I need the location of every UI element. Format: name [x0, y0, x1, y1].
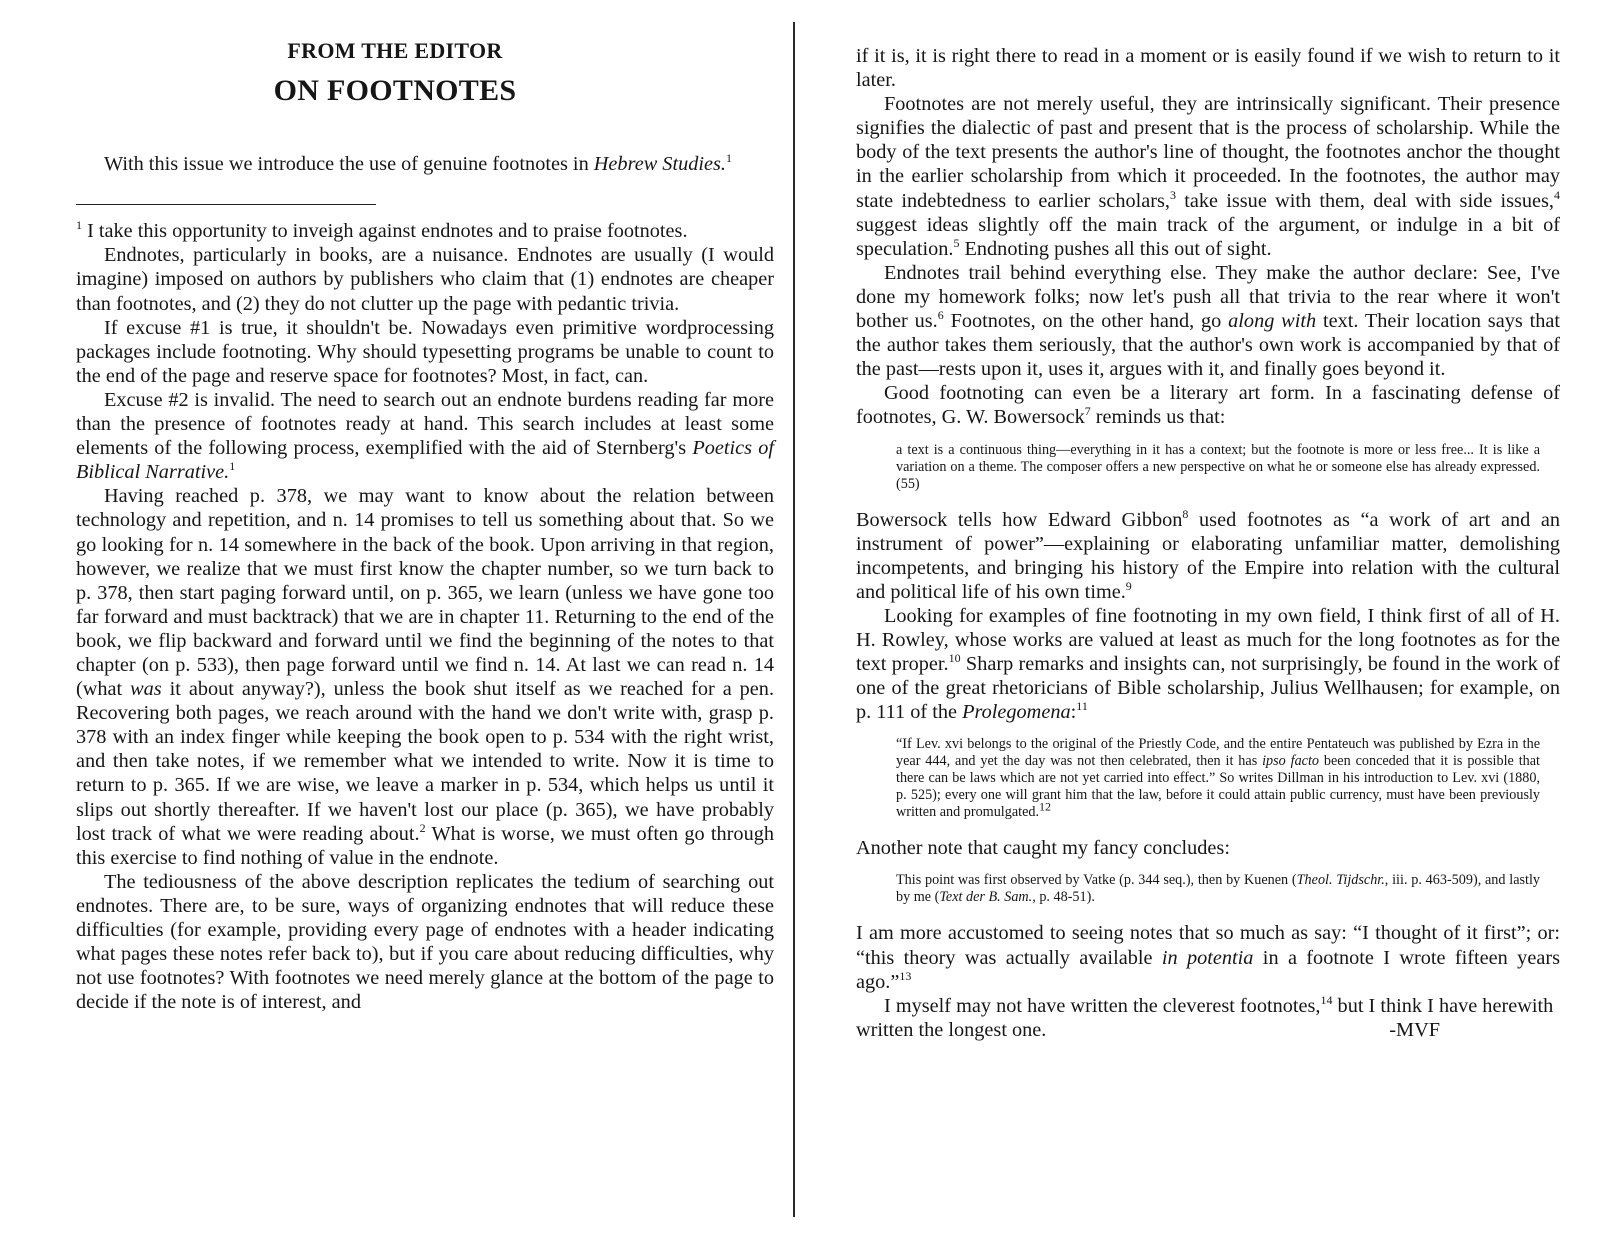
book-title: Text der B. Sam. — [939, 889, 1033, 906]
section-kicker: FROM THE EDITOR — [287, 38, 503, 63]
closing-paragraph: I myself may not have written the cleverest footnotes,$^{14}$ but I think I have herewith written the longest one. -MVF — [856, 992, 1554, 1041]
footnote-paragraph: If excuse #1 is true, it shouldn't be. Nowadays even primitive wordprocessing packages include footnoting. Why should typesetting programs be unable to count to the end of the page and reserve space for footnotes? Most, in fact, can. — [76, 316, 774, 387]
editor-signature: -MVF — [1389, 1018, 1440, 1041]
footnote-paragraph: $^1$ I take this opportunity to inveigh against endnotes and to praise footnotes. — [76, 218, 688, 243]
footnote-paragraph: Having reached p. 378, we may want to know about the relation between technology and repetition, and n. 14 promises to tell us something about that. So we go looking for n. 14 somewhere in the back of the book. Upon arriving in that region, however, we realize that we must first know the chapter number, so we turn back to p. 378, then start paging forward until, on p. 365, we learn (unless we have gone too far forward and must backtrack) that we are in chapter 11. Returning to the end of the book, we flip backward and forward until we find the beginning of the notes to that chapter (on p. 533), then page forward until we find n. 14. At last we can read n. 14 (what was it about anyway?), unless the book shut itself as we reached for a pen. Recovering both pages, we reach around with the hand we don't write with, grasp p. 378 with an index finger while keeping the book open to p. 534 with the right wrist, and then take notes, if we remember what we intended to write. Now it is time to return to p. 365. If we are wise, we leave a marker in p. 534, which helps us until it slips out shortly thereafter. If we haven't lost our place (p. 365), we have probably lost track of what we were reading about.$^2$ What is worse, we must often go through this exercise to find nothing of value in the endnote. — [76, 485, 775, 869]
page-gutter — [793, 22, 795, 1217]
block-quote: This point was first observed by Vatke (p. 344 seq.), then by Kuenen (Theol. Tijdschr., iii. p. 463-509), and lastly by me (Text der B. Sam., p. 48-51). — [896, 872, 1541, 906]
footnote-marker: 1 — [76, 218, 82, 233]
body-paragraph: Good footnoting can even be a literary art form. In a fascinating defense of footnotes, G. W. Bowersock$^7$ reminds us that: — [856, 382, 1560, 429]
journal-title: Hebrew Studies. — [593, 153, 726, 175]
emphasis: along with — [1228, 310, 1317, 333]
footnote-paragraph: The tediousness of the above description replicates the tedium of searching out endnotes. There are, to be sure, ways of organizing endnotes that will reduce these difficulties (for example, providing every page of endnotes with a header indicating what pages these notes refer back to), but if you care about reducing difficulties, why not use footnotes? With footnotes we need merely glance at the bottom of the page to decide if the note is of interest, and — [76, 870, 774, 1014]
book-title: Prolegomena — [962, 701, 1071, 724]
footnote-ref[interactable]: 10 — [948, 651, 961, 666]
emphasis: was — [130, 678, 162, 701]
footnote-ref[interactable]: 13 — [899, 968, 912, 983]
right-page — [856, 0, 1560, 1042]
footnote-ref[interactable]: 14 — [1320, 992, 1333, 1007]
left-page — [76, 0, 774, 1014]
body-paragraph: Another note that caught my fancy concludes: — [856, 837, 1230, 860]
footnote-ref[interactable]: 12 — [1039, 799, 1052, 814]
footnote-divider — [76, 204, 376, 205]
body-paragraph: Footnotes are not merely useful, they are intrinsically significant. Their presence signifies the dialectic of past and present that is the process of scholarship. While the body of the text presents the author's line of thought, the footnotes anchor the thought in the earlier scholarship from which it proceeded. In the footnotes, the author may state indebtedness to earlier scholars,$^3$ take issue with them, deal with side issues,$^4$ suggest ideas slightly off the main track of the argument, or indulge in a bit of speculation.$^5$ Endnoting pushes all this out of sight. — [856, 93, 1560, 260]
body-paragraph: Looking for examples of fine footnoting in my own field, I think first of all of H. H. Rowley, whose works are valued at least as much for the long footnotes as for the text proper.$^{10}$ Sharp remarks and insights can, not surprisingly, be found in the work of one of the great rhetoricians of Bible scholarship, Julius Wellhausen; for example, on p. 111 of the Prolegomena:$^{11}$ — [856, 604, 1560, 724]
footnote-ref[interactable]: 7 — [1084, 404, 1091, 419]
footnote-ref[interactable]: 1 — [229, 459, 236, 474]
footnote-ref[interactable]: 8 — [1182, 506, 1189, 521]
body-paragraph: I am more accustomed to seeing notes that so much as say: “I thought of it first”; or: “this theory was actually available in potentia in a footnote I wrote fifteen years ago.”$^{13}$ — [856, 922, 1560, 993]
footnote-ref[interactable]: 1 — [725, 151, 732, 166]
body-paragraph: Endnotes trail behind everything else. They make the author declare: See, I've done my homework folks; now let's push all that trivia to the rear where it won't bother us.$^6$ Footnotes, on the other hand, go along with text. Their location says that the author takes them seriously, that the author's own work is accompanied by that of the past—rests upon it, uses it, argues with it, and finally goes beyond it. — [856, 261, 1560, 381]
intro-paragraph: With this issue we introduce the use of genuine footnotes in Hebrew Studies.$^1$ — [104, 151, 732, 175]
footnote-ref[interactable]: 2 — [419, 820, 426, 835]
footnote-ref[interactable]: 11 — [1076, 699, 1088, 714]
emphasis: in potentia — [1161, 946, 1254, 969]
book-title: Poetics of Biblical Narrative. — [76, 437, 775, 484]
footnote-paragraph: Endnotes, particularly in books, are a nuisance. Endnotes are usually (I would imagine) imposed on authors by publishers who claim that (1) endnotes are cheaper than footnotes, and (2) they do not clutter up the page with pedantic trivia. — [76, 244, 774, 315]
page-title: ON FOOTNOTES — [273, 74, 517, 107]
block-quote: “If Lev. xvi belongs to the original of the Priestly Code, and the entire Pentateuch was published by Ezra in the year 444, and yet the day was not then celebrated, then it has ipso facto been conceded that it is possible that there can be laws which are not yet carried into effect.” So writes Dillman in his introduction to Lev. xvi (1880, p. 525); every one will grant him that the law, before it could attain public currency, must have been previously written and promulgated.$^{12}$ — [896, 736, 1540, 821]
footnote-ref[interactable]: 4 — [1554, 187, 1560, 202]
block-quote: a text is a continuous thing—everything in it has a context; but the footnote is more or less free... It is like a variation on a theme. The composer offers a new perspective on what he or someone else has already expressed. (55) — [896, 441, 1540, 492]
footnote-ref[interactable]: 6 — [937, 308, 944, 323]
footnote-ref[interactable]: 3 — [1170, 187, 1176, 202]
footnote-paragraph: Excuse #2 is invalid. The need to search out an endnote burdens reading far more than the presence of footnotes ready at hand. This search includes at least some elements of the following process, exemplified with the aid of Sternberg's Poetics of Biblical Narrative.$^1$ — [76, 388, 775, 484]
footnote-ref[interactable]: 5 — [953, 235, 960, 250]
journal-title: Theol. Tijdschr. — [1296, 872, 1385, 889]
emphasis: ipso facto — [1262, 753, 1320, 770]
footnote-ref[interactable]: 9 — [1125, 579, 1132, 594]
body-paragraph: Bowersock tells how Edward Gibbon$^8$ used footnotes as “a work of art and an instrument of power”—explaining or elaborating unfamiliar matter, demolishing incompetents, and bringing his history of the Empire into relation with the cultural and political life of his own time.$^9$ — [856, 506, 1560, 603]
body-paragraph: if it is, it is right there to read in a moment or is easily found if we wish to return to it later. — [856, 45, 1560, 92]
